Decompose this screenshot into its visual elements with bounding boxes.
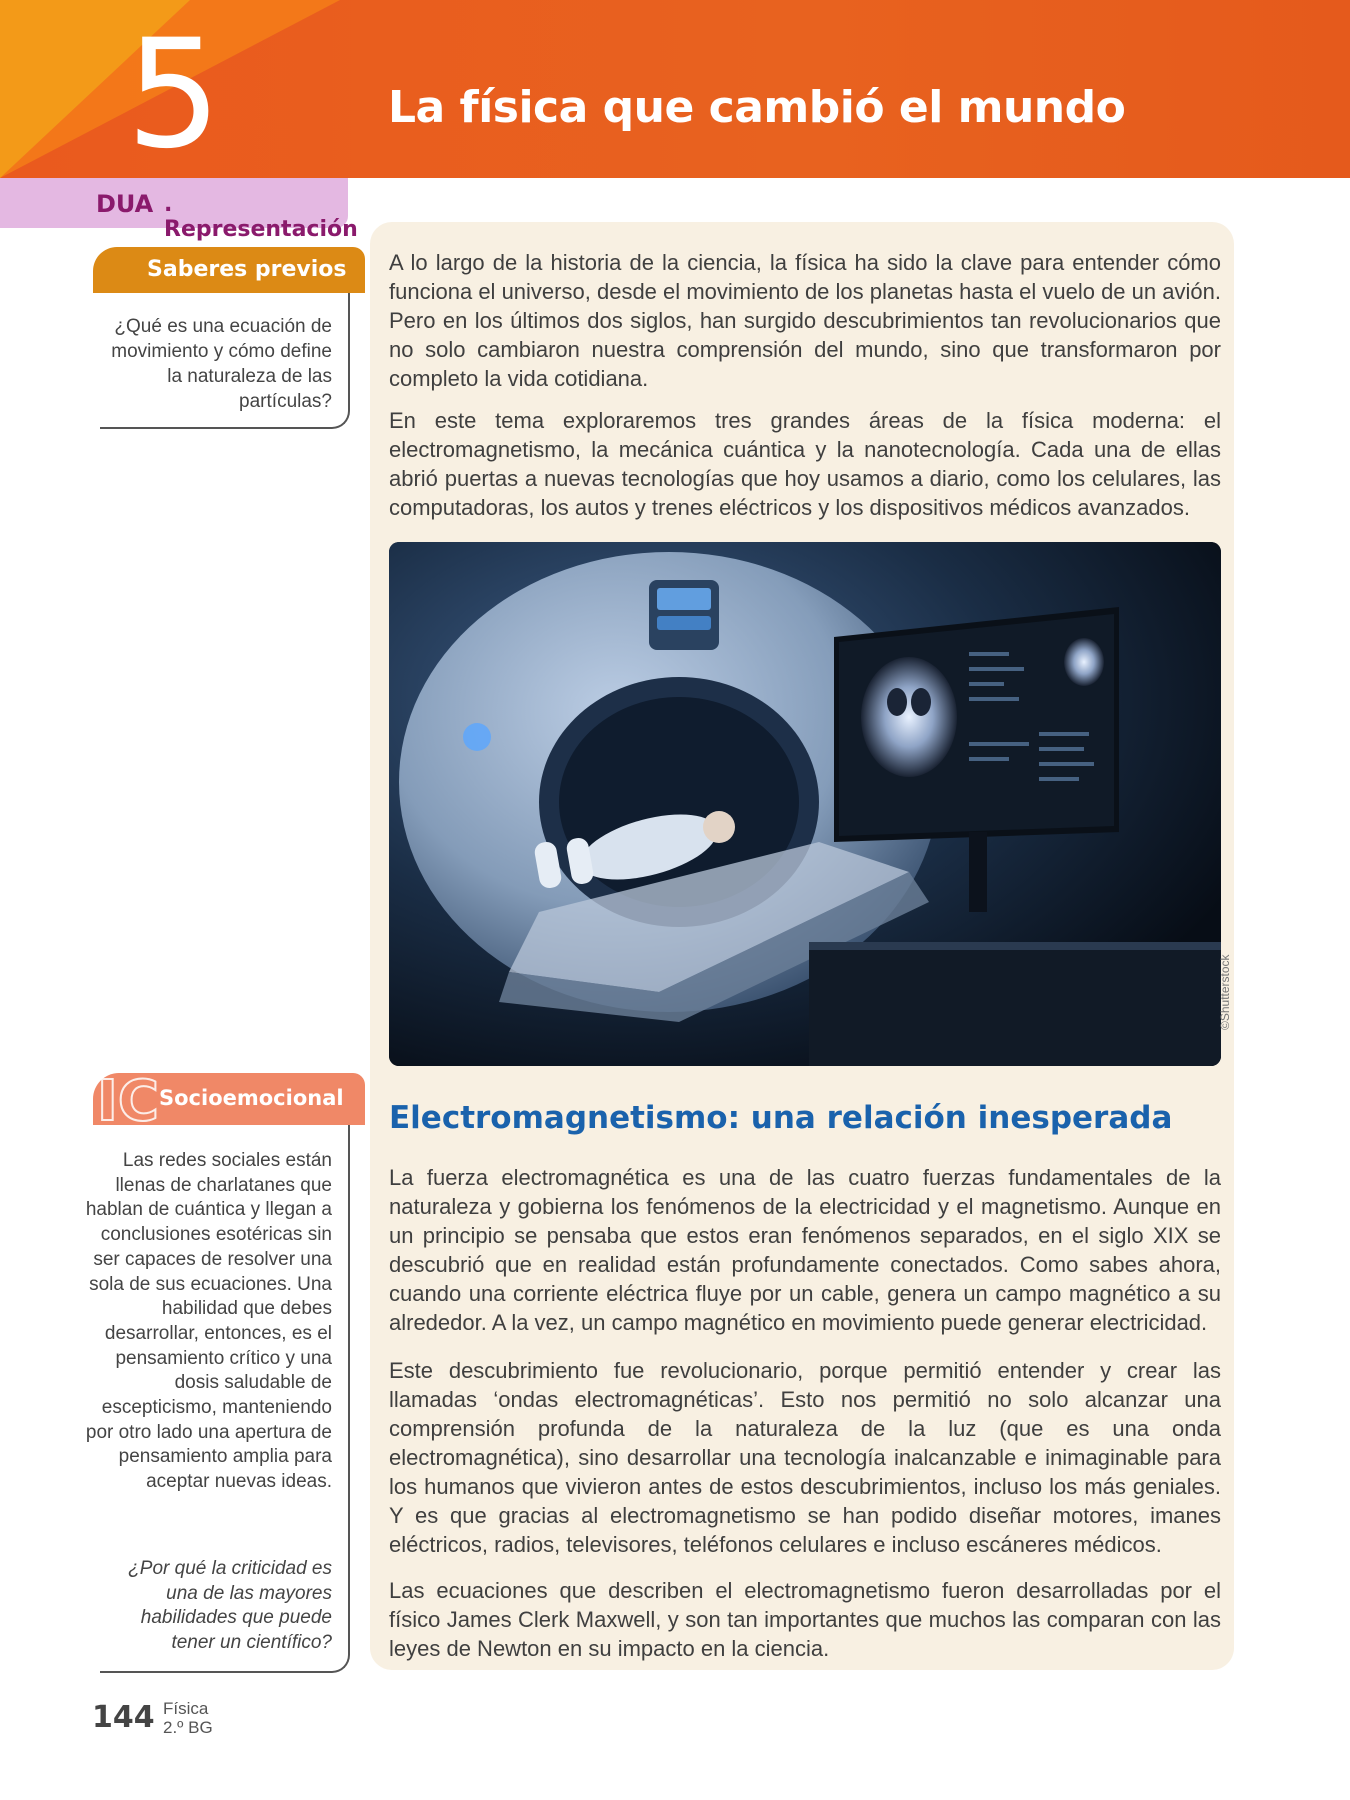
socioemocional-text: Las redes sociales están llenas de charlatanes que hablan de cuántica y llegan a conclusiones esotéricas sin ser capaces de resolver una sola de sus ecuaciones. Una habilidad que debes desarrollar, entonces, es el pensamiento crítico y una dosis saludable de escepticismo, manteniendo por otro lado una apertura de pensamiento amplia para aceptar nuevas ideas. [85,1150,332,1493]
section-paragraph-2: Este descubrimiento fue revolucionario, porque permitió entender y crear las llamadas ‘ondas electromagnéticas’. Esto nos permitió no solo alcanzar una comprensión profunda de la naturaleza de la luz (que es una onda electromagnética), sino desarrollar una tecnología inalcanzable e inimaginable para los humanos que vivieron antes de estos descubrimientos, incluso los más geniales. Y es que gracias al electromagnetismo se han podido diseñar motores, imanes eléctricos, radios, televisores, teléfonos celulares e incluso escáneres médicos. [389,1358,1221,1557]
ct-scanner-photo [389,542,1221,1066]
saberes-previos-tab [93,247,365,293]
saberes-question: ¿Qué es una ecuación de movimiento y cómo define la naturaleza de las partículas? [111,316,332,412]
photo-credit: ©Shutterstock [1218,954,1232,1030]
chapter-title: La física que cambió el mundo [388,82,1126,133]
ic-logo-icon: IC [97,1069,159,1134]
grade-level: 2.º BG [163,1718,213,1737]
saberes-title: Saberes previos [147,257,347,282]
section-paragraph-1: La fuerza electromagnética es una de las cuatro fuerzas fundamentales de la naturaleza y gobierna los fenómenos de la electricidad y el magnetismo. Aunque en un principio se pensaba que estos eran fenómenos separados, en el siglo XIX se descubrió que en realidad están profundamente conectados. Como sabes ahora, cuando una corriente eléctrica fluye por un cable, genera un campo magnético a su alrededor. A la vez, un campo magnético en movimiento puede generar electricidad. [389,1165,1221,1335]
page-number: 144 [92,1700,155,1735]
ct-scanner-illustration [389,542,1221,1066]
dua-representation: . Representación [164,192,358,242]
section-paragraph-3: Las ecuaciones que describen el electromagnetismo fueron desarrolladas por el físico James Clerk Maxwell, y son tan importantes que muchos las comparan con las leyes de Newton en su impacto en la ciencia. [389,1578,1221,1661]
section-heading: Electromagnetismo: una relación inesperada [389,1100,1173,1136]
footer-subject [163,1699,213,1737]
chapter-header [0,0,1350,178]
socioemocional-question: ¿Por qué la criticidad es una de las mayores habilidades que puede tener un científico? [128,1558,332,1654]
dua-label: DUA [96,190,154,218]
dua-banner [0,178,358,242]
subject-name: Física [163,1699,209,1718]
intro-paragraph-2: En este tema exploraremos tres grandes áreas de la física moderna: el electromagnetismo, la mecánica cuántica y la nanotecnología. Cada una de ellas abrió puertas a nuevas tecnologías que hoy usamos a diario, como los celulares, las computadoras, los autos y trenes eléctricos y los dispositivos médicos avanzados. [389,408,1221,520]
socioemocional-tab [93,1069,365,1134]
intro-paragraph-1: A lo largo de la historia de la ciencia, la física ha sido la clave para entender cómo funciona el universo, desde el movimiento de los planetas hasta el vuelo de un avión. Pero en los últimos dos siglos, han surgido descubrimientos tan revolucionarios que no solo cambiaron nuestra comprensión del mundo, sino que transformaron por completo la vida cotidiana. [389,250,1221,391]
socioemocional-title: Socioemocional [159,1086,344,1110]
chapter-number: 5 [126,8,222,178]
